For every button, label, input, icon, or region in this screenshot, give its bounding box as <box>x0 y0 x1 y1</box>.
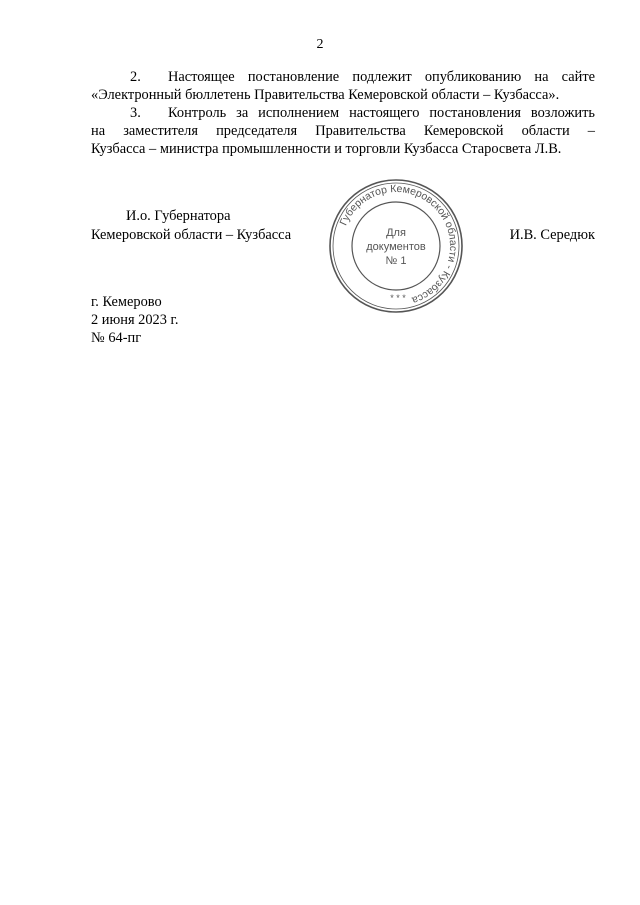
seal-center-line-1: Для <box>386 227 406 239</box>
paragraph-line: «Электронный бюллетень Правительства Кемеровской области – Кузбасса». <box>91 87 560 103</box>
paragraph-line <box>91 68 595 86</box>
paragraph-number: 2. <box>130 69 141 85</box>
paragraph-2 <box>91 68 595 104</box>
document-number: № 64-пг <box>91 330 142 346</box>
signatory-name: И.В. Середюк <box>509 227 595 243</box>
document-date: 2 июня 2023 г. <box>91 312 179 328</box>
paragraph-number: 3. <box>130 105 141 121</box>
paragraph-text: Настоящее постановление подлежит опубликованию на сайте <box>168 69 595 85</box>
paragraph-line: на заместителя председателя Правительства Кемеровской области – <box>91 123 595 139</box>
official-seal-stamp <box>328 178 464 314</box>
signatory-title-line-1: И.о. Губернатора <box>126 208 231 224</box>
paragraph-line <box>91 104 595 122</box>
seal-center-line-2: документов <box>366 241 426 253</box>
signatory-title-line-2: Кемеровской области – Кузбасса <box>91 227 292 243</box>
seal-ring-text: Губернатор Кемеровской области - Кузбасса <box>337 182 460 307</box>
paragraph-line: Кузбасса – министра промышленности и торговли Кузбасса Старосвета Л.В. <box>91 141 562 157</box>
seal-center-line-3: № 1 <box>385 255 407 267</box>
paragraph-text: Контроль за исполнением настоящего постановления возложить <box>168 105 595 121</box>
seal-stars: * * * <box>390 293 406 303</box>
page-number: 2 <box>316 37 324 52</box>
paragraph-3 <box>91 104 595 158</box>
document-city: г. Кемерово <box>91 294 162 310</box>
